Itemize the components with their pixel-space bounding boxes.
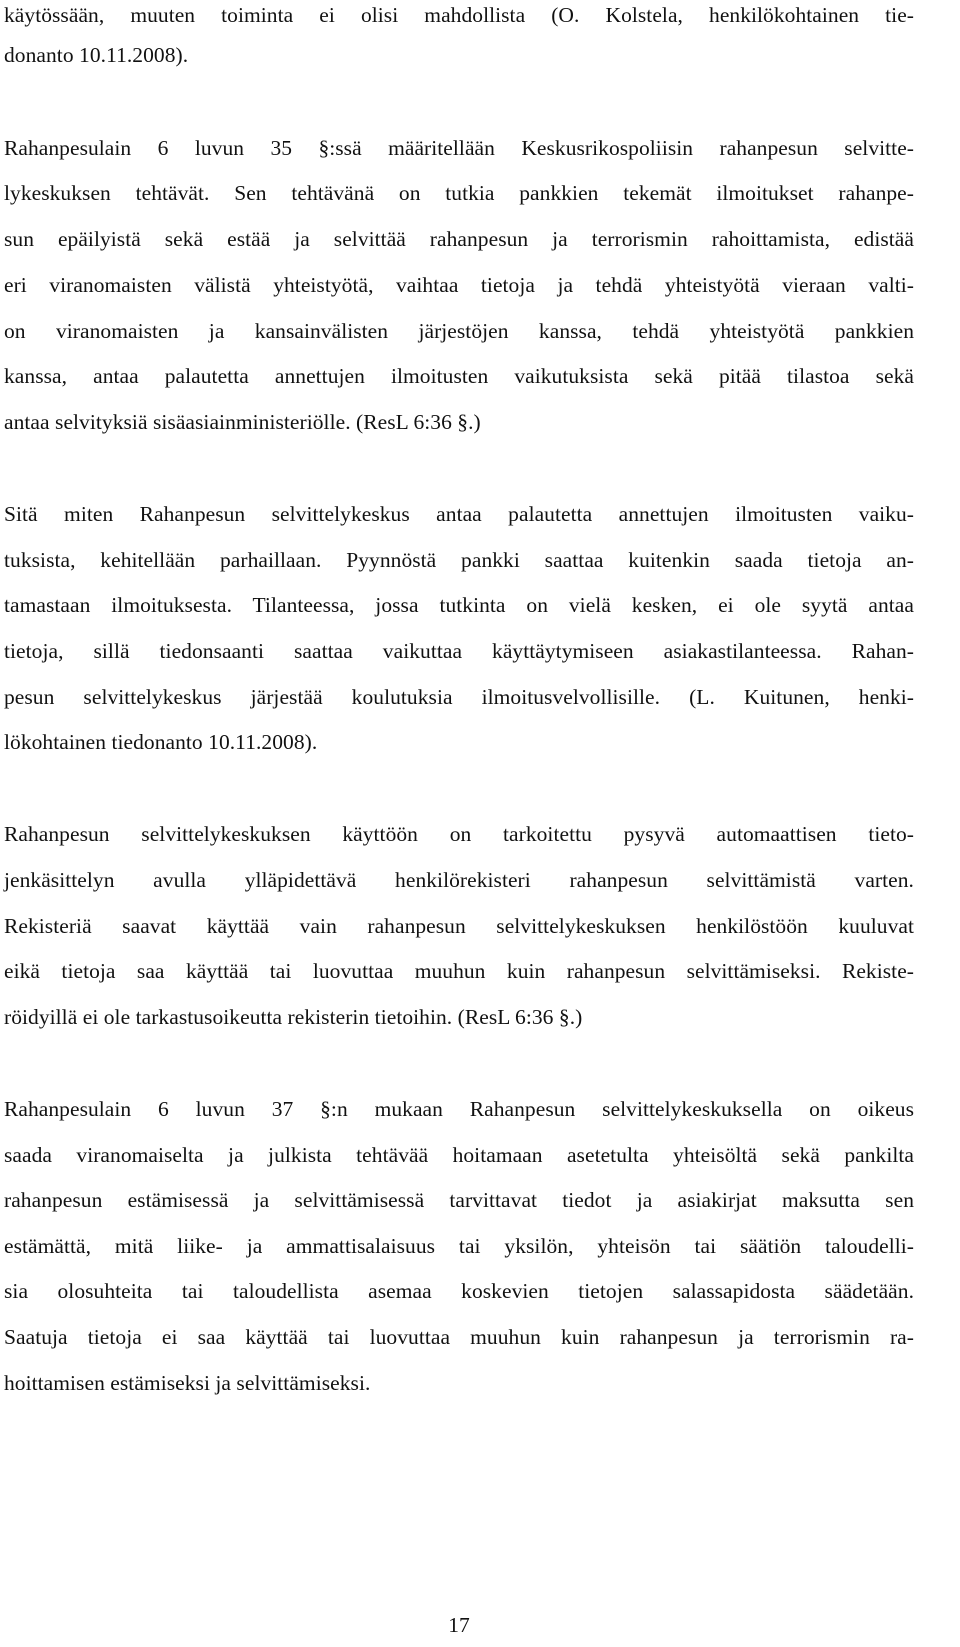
text-line: lökohtainen tiedonanto 10.11.2008).: [4, 730, 318, 754]
text-line: Rahanpesun selvittelykeskuksen käyttöön on tarkoitettu pysyvä automaattisen tieto-: [4, 822, 914, 846]
text-line: pesun selvittelykeskus järjestää koulutuksia ilmoitusvelvollisille. (L. Kuitunen, henki-: [4, 685, 914, 709]
text-line: röidyillä ei ole tarkastusoikeutta rekisterin tietoihin. (ResL 6:36 §.): [4, 1005, 583, 1029]
text-line: tietoja, sillä tiedonsaanti saattaa vaikuttaa käyttäytymiseen asiakastilanteessa. Rahan-: [4, 639, 914, 663]
text-line: hoittamisen estämiseksi ja selvittämiseksi.: [4, 1371, 371, 1395]
text-line: sun epäilyistä sekä estää ja selvittää rahanpesun ja terrorismin rahoittamista, edistää: [4, 227, 914, 251]
text-line: estämättä, mitä liike- ja ammattisalaisuus tai yksilön, yhteisön tai säätiön taloudelli-: [4, 1234, 914, 1258]
text-line: tuksista, kehitellään parhaillaan. Pyynnöstä pankki saattaa kuitenkin saada tietoja an-: [4, 548, 914, 572]
text-line: Saatuja tietoja ei saa käyttää tai luovuttaa muuhun kuin rahanpesun ja terrorismin ra-: [4, 1325, 914, 1349]
text-line: rahanpesun estämisessä ja selvittämisessä tarvittavat tiedot ja asiakirjat maksutta sen: [4, 1188, 914, 1212]
text-line: saada viranomaiselta ja julkista tehtävää hoitamaan asetetulta yhteisöltä sekä pankilta: [4, 1143, 914, 1167]
text-line: Rahanpesulain 6 luvun 37 §:n mukaan Rahanpesun selvittelykeskuksella on oikeus: [4, 1097, 914, 1121]
text-line: eri viranomaisten välistä yhteistyötä, vaihtaa tietoja ja tehdä yhteistyötä vieraan valti-: [4, 273, 914, 297]
text-line: tamastaan ilmoituksesta. Tilanteessa, jossa tutkinta on vielä kesken, ei ole syytä antaa: [4, 593, 914, 617]
text-line: Rekisteriä saavat käyttää vain rahanpesun selvittelykeskuksen henkilöstöön kuuluvat: [4, 914, 914, 938]
text-line: antaa selvityksiä sisäasiainministeriölle. (ResL 6:36 §.): [4, 410, 481, 434]
text-line: lykeskuksen tehtävät. Sen tehtävänä on tutkia pankkien tekemät ilmoitukset rahanpe-: [4, 181, 914, 205]
text-line: sia olosuhteita tai taloudellista asemaa koskevien tietojen salassapidosta säädetään.: [4, 1279, 914, 1303]
text-line: käytössään, muuten toiminta ei olisi mahdollista (O. Kolstela, henkilökohtainen tie-: [4, 3, 914, 27]
text-line: Rahanpesulain 6 luvun 35 §:ssä määritellään Keskusrikospoliisin rahanpesun selvitte-: [4, 136, 914, 160]
text-line: kanssa, antaa palautetta annettujen ilmoitusten vaikutuksista sekä pitää tilastoa sekä: [4, 364, 914, 388]
page-number: 17: [448, 1613, 470, 1637]
text-line: jenkäsittelyn avulla ylläpidettävä henkilörekisteri rahanpesun selvittämistä varten.: [4, 868, 914, 892]
text-line: eikä tietoja saa käyttää tai luovuttaa muuhun kuin rahanpesun selvittämiseksi. Rekiste-: [4, 959, 914, 983]
text-line: donanto 10.11.2008).: [4, 43, 189, 67]
text-line: on viranomaisten ja kansainvälisten järjestöjen kanssa, tehdä yhteistyötä pankkien: [4, 319, 914, 343]
text-line: Sitä miten Rahanpesun selvittelykeskus antaa palautetta annettujen ilmoitusten vaiku-: [4, 502, 914, 526]
